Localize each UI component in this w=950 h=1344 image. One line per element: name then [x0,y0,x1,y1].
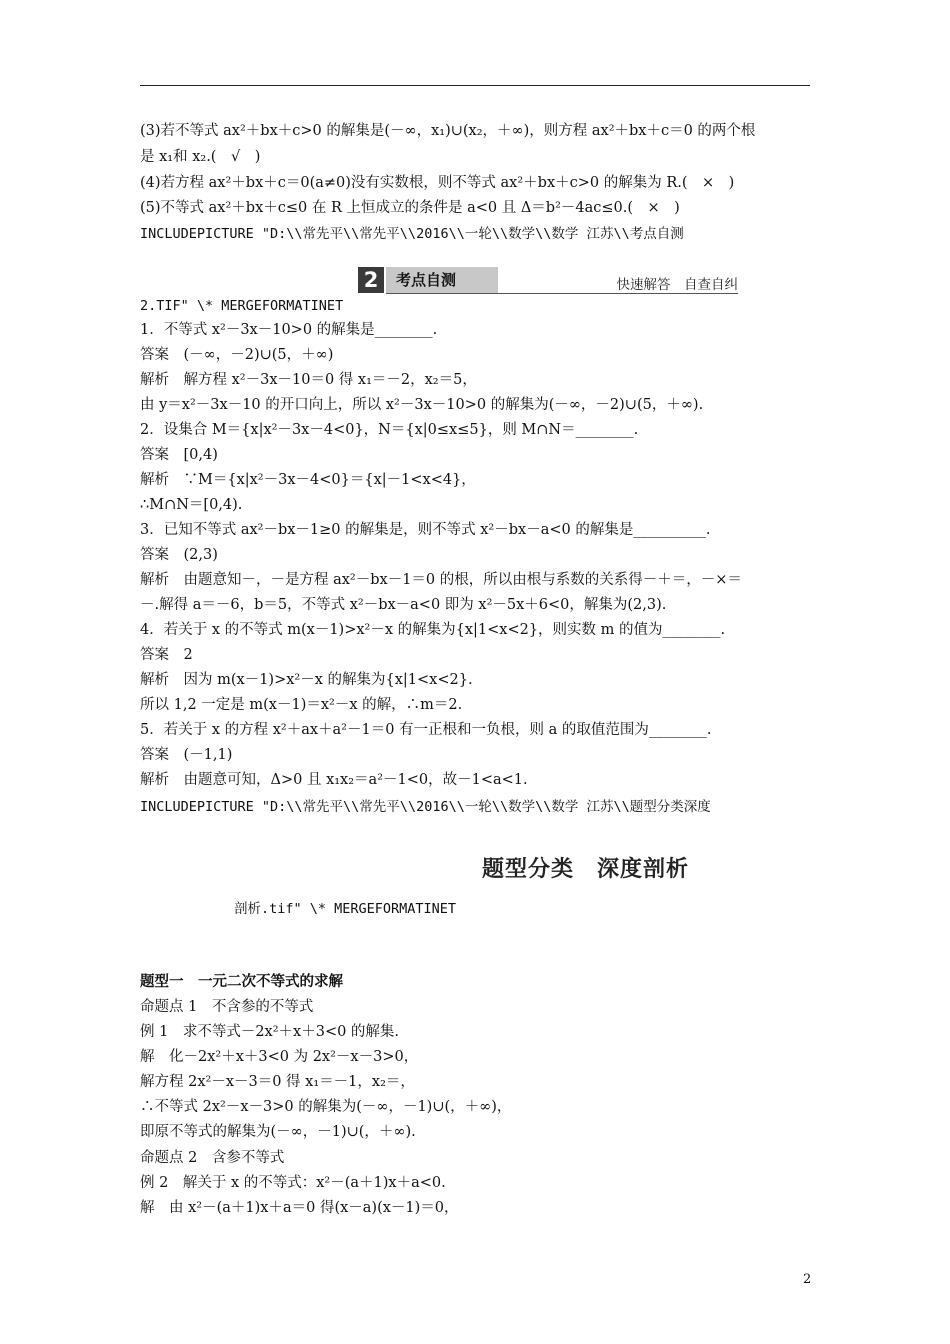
analysis-line: 解析 由题意知－，－是方程 ax²－bx－1＝0 的根，所以由根与系数的关系得－＋＝，－×＝ [140,572,742,588]
answer-line: 答案 2 [140,647,193,663]
analysis-line: 所以 1,2 一定是 m(x－1)＝x²－x 的解，∴m＝2. [140,697,463,713]
answer-line: 答案 [0,4) [140,447,218,463]
question-line: 1．不等式 x²－3x－10>0 的解集是________. [140,322,438,338]
question-line: 3．已知不等式 ax²－bx－1≥0 的解集是，则不等式 x²－bx－a<0 的解集是__________. [140,522,711,538]
banner-underline [386,293,738,294]
analysis-line: ∴M∩N＝[0,4). [140,497,243,513]
text-line: 即原不等式的解集为(－∞，－1)∪(，＋∞). [140,1124,416,1140]
text-line: 例 1 求不等式－2x²＋x＋3<0 的解集. [140,1024,400,1040]
header-rule [140,85,810,86]
analysis-line: 由 y＝x²－3x－10 的开口向上，所以 x²－3x－10>0 的解集为(－∞，－2)∪(5，＋∞). [140,397,704,413]
field-code-line: 2.TIF" \* MERGEFORMATINET [140,298,344,314]
text-line: 例 2 解关于 x 的不等式：x²－(a＋1)x＋a<0. [140,1175,446,1191]
question-line: 5．若关于 x 的方程 x²＋ax＋a²－1＝0 有一正根和一负根，则 a 的取值范围为________. [140,722,712,738]
banner-number: 2 [358,267,384,293]
analysis-line: 解析 解方程 x²－3x－10＝0 得 x₁＝－2，x₂＝5， [140,372,477,388]
text-line: 解方程 2x²－x－3＝0 得 x₁＝－1，x₂＝， [140,1074,415,1090]
question-line: 2．设集合 M＝{x|x²－3x－4<0}，N＝{x|0≤x≤5}，则 M∩N＝________. [140,422,639,438]
type-heading: 题型一 一元二次不等式的求解 [140,974,343,990]
text-line: 解 由 x²－(a＋1)x＋a＝0 得(x－a)(x－1)＝0， [140,1200,459,1216]
text-line: 命题点 2 含参不等式 [140,1150,285,1166]
answer-line: 答案 (－1,1) [140,747,233,763]
analysis-line: 解析 因为 m(x－1)>x²－x 的解集为{x|1<x<2}. [140,672,473,688]
analysis-line: －.解得 a＝－6，b＝5，不等式 x²－bx－a<0 即为 x²－5x＋6<0，解集为(2,3). [140,597,667,613]
text-line: 命题点 1 不含参的不等式 [140,999,314,1015]
field-code-line: INCLUDEPICTURE "D:\\常先平\\常先平\\2016\\一轮\\数学\\数学 江苏\\题型分类深度 [140,799,711,815]
text-line: (4)若方程 ax²＋bx＋c＝0(a≠0)没有实数根，则不等式 ax²＋bx＋c>0 的解集为 R.( × ) [140,175,735,191]
analysis-line: 解析 ∵M＝{x|x²－3x－4<0}＝{x|－1<x<4}， [140,472,476,488]
page-number: 2 [803,1272,812,1287]
banner-subtitle: 快速解答 自查自纠 [616,277,738,293]
section-heading: 题型分类 深度剖析 [482,857,690,882]
answer-line: 答案 (2,3) [140,547,218,563]
field-code-line: INCLUDEPICTURE "D:\\常先平\\常先平\\2016\\一轮\\数学\\数学 江苏\\考点自测 [140,226,684,242]
section-banner [358,265,738,295]
answer-line: 答案 (－∞，－2)∪(5，＋∞) [140,347,334,363]
field-code-line: 剖析.tif" \* MERGEFORMATINET [234,901,457,917]
question-line: 4．若关于 x 的不等式 m(x－1)>x²－x 的解集为{x|1<x<2}，则实数 m 的值为________. [140,622,726,638]
analysis-line: 解析 由题意可知，Δ>0 且 x₁x₂＝a²－1<0，故－1<a<1. [140,772,528,788]
text-line: 解 化－2x²＋x＋3<0 为 2x²－x－3>0， [140,1049,419,1065]
text-line: (5)不等式 ax²＋bx＋c≤0 在 R 上恒成立的条件是 a<0 且 Δ＝b²－4ac≤0.( × ) [140,200,680,216]
banner-title: 考点自测 [386,267,498,293]
text-line: 是 x₁和 x₂.( √ ) [140,149,261,165]
text-line: (3)若不等式 ax²＋bx＋c>0 的解集是(－∞，x₁)∪(x₂，＋∞)，则方程 ax²＋bx＋c＝0 的两个根 [140,123,756,139]
text-line: ∴不等式 2x²－x－3>0 的解集为(－∞，－1)∪(，＋∞)， [140,1099,512,1115]
